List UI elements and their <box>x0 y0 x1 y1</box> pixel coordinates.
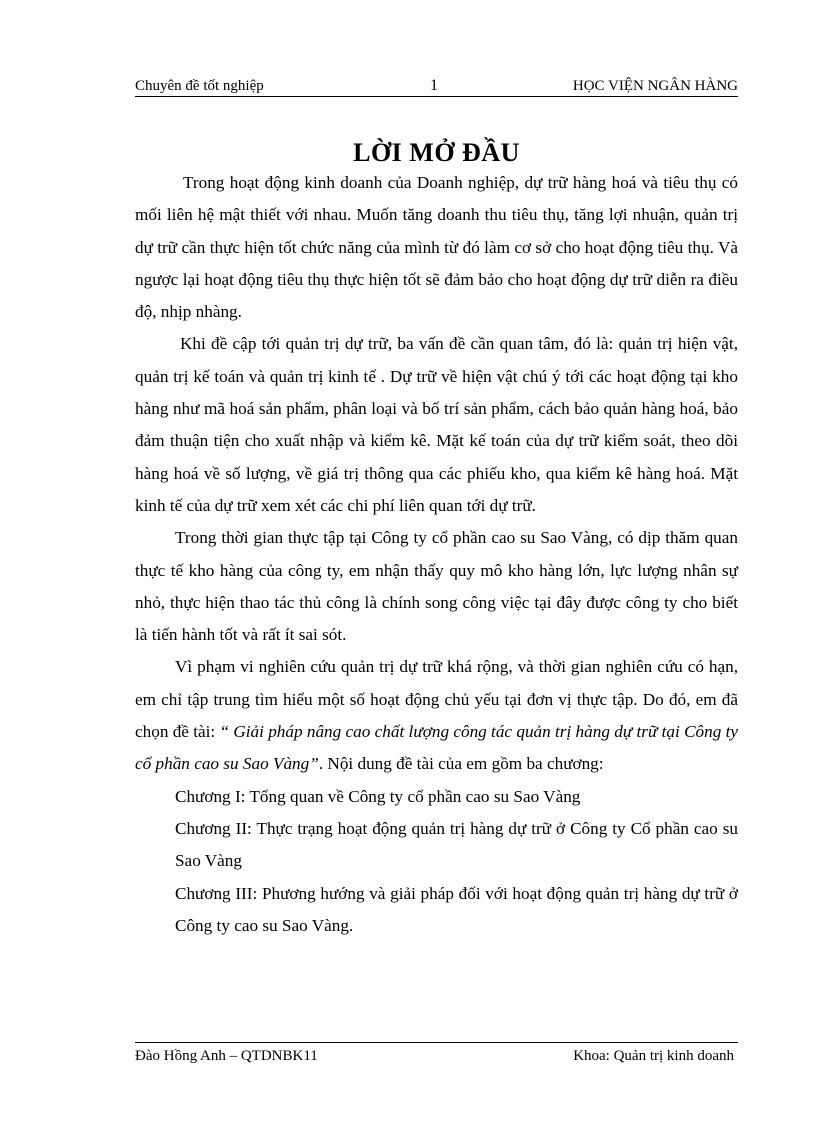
page-header <box>135 76 738 97</box>
chapter-1: Chương I: Tổng quan về Công ty cổ phần cao su Sao Vàng <box>175 786 581 806</box>
header-right-text: HỌC VIỆN NGÂN HÀNG <box>572 78 738 94</box>
page-title: LỜI MỞ ĐẦU <box>353 138 520 167</box>
page-footer <box>135 1042 738 1065</box>
paragraph-3: Trong thời gian thực tập tại Công ty cổ phần cao su Sao Vàng, có dịp thăm quan thực tế kho hàng của công ty, em nhận thấy quy mô kho hàng lớn, lực lượng nhân sự nhỏ, thực hiện thao tác thủ công là chính song công việc tại đây được công ty cho biết là tiến hành tốt và rất ít sai sót. <box>135 528 738 645</box>
chapter-2: Chương II: Thực trạng hoạt động quản trị hàng dự trữ ở Công ty Cổ phần cao su Sao Vàng <box>175 818 738 871</box>
paragraph-4-start: Vì phạm vi nghiên cứu quản trị dự trữ khá rộng, và thời gian nghiên cứu có hạn, em chỉ tập trung tìm hiểu một số hoạt động chủ yếu tại đơn vị thực tập. Do đó, em đã chọn đề tài: <box>135 657 738 742</box>
paragraph-1: Trong hoạt động kinh doanh của Doanh nghiệp, dự trữ hàng hoá và tiêu thụ có mối liên hệ mật thiết với nhau. Muốn tăng doanh thu tiêu thụ, tăng lợi nhuận, quản trị dự trữ cần thực hiện tốt chức năng của mình từ đó làm cơ sở cho hoạt động tiêu thụ. Và ngược lại hoạt động tiêu thụ thực hiện tốt sẽ đảm bảo cho hoạt động dự trữ diễn ra điều độ, nhịp nhàng. <box>135 173 738 322</box>
document-body <box>135 167 738 942</box>
paragraph-4 <box>135 651 738 780</box>
header-left-text: Chuyên đề tốt nghiệp <box>135 78 264 94</box>
paragraph-2: Khi đề cập tới quản trị dự trữ, ba vấn đề cần quan tâm, đó là: quản trị hiện vật, quản trị kế toán và quản trị kinh tế . Dự trữ về hiện vật chú ý tới các hoạt động tại kho hàng như mã hoá sản phẩm, phân loại và bố trí sản phẩm, cách bảo quản hàng hoá, bảo đảm thuận tiện cho xuất nhập và kiểm kê. Mặt kế toán của dự trữ kiểm soát, theo dõi hàng hoá về số lượng, về giá trị thông qua các phiếu kho, qua kiểm kê hàng hoá. Mặt kinh tế của dự trữ xem xét các chi phí liên quan tới dự trữ. <box>135 334 738 515</box>
chapter-3: Chương III: Phương hướng và giải pháp đối với hoạt động quản trị hàng dự trữ ở Công ty cao su Sao Vàng. <box>175 883 738 935</box>
footer-author: Đào Hồng Anh – QTDNBK11 <box>135 1048 318 1064</box>
footer-faculty: Khoa: Quản trị kinh doanh <box>573 1048 734 1064</box>
paragraph-4-end: . Nội dung đề tài của em gồm ba chương: <box>318 754 604 774</box>
thesis-topic: “ Giải pháp nâng cao chất lượng công tác quản trị hàng dự trữ tại Công ty cổ phần cao su Sao Vàng” <box>135 722 739 774</box>
page-number: 1 <box>430 77 438 94</box>
